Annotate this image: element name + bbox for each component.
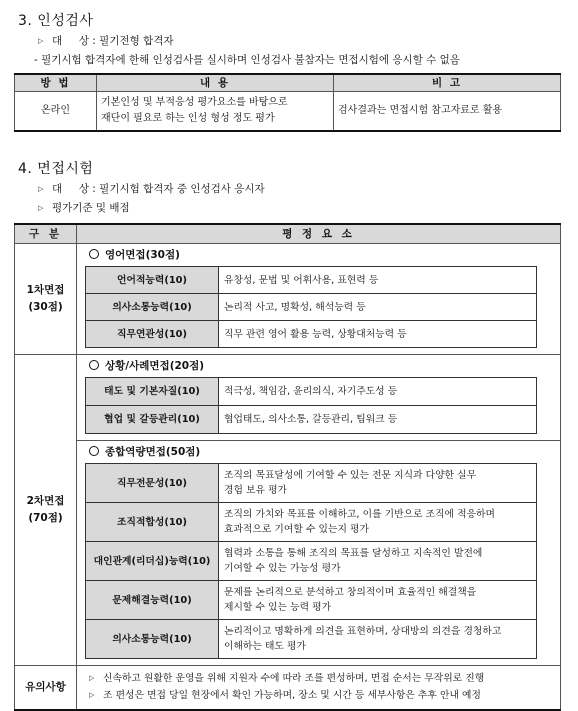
criterion-desc-line-2: 경험 보유 평가: [224, 485, 288, 496]
section-4-target: [38, 181, 564, 196]
section-4-criteria: [38, 200, 564, 215]
triangle-bullet-icon: ▷: [38, 184, 44, 193]
comprehensive-criteria-table: [85, 463, 537, 659]
criterion-name: 언어적능력(10): [86, 267, 219, 294]
content-cell: [97, 91, 334, 131]
criterion-desc: 논리적 사고, 명확성, 해석능력 등: [219, 294, 537, 321]
english-interview-title: [89, 247, 554, 262]
criterion-desc-line-1: 조직의 가치와 목표를 이해하고, 이를 기반으로 조직에 적응하며: [224, 509, 495, 520]
section-4-criteria-text: 평가기준 및 배점: [52, 201, 130, 214]
criterion-desc-line-2: 제시할 수 있는 능력 평가: [224, 602, 332, 613]
criterion-desc: [219, 503, 537, 542]
notes-line-1-text: 신속하고 원활한 운영을 위해 지원자 수에 따라 조를 편성하며, 면접 순서는 무작위로 진행: [103, 673, 485, 684]
round-2-label: [15, 355, 77, 666]
header-method: 방 법: [15, 74, 97, 91]
criterion-desc: [219, 620, 537, 659]
situation-interview-title-text: 상황/사례면접(20점): [105, 360, 205, 372]
header-elements: 평 정 요 소: [77, 224, 561, 244]
section-3-target-text: 대 상 : 필기전형 합격자: [52, 35, 174, 47]
personality-test-table: [14, 73, 561, 132]
circle-bullet-icon: [89, 360, 99, 370]
circle-bullet-icon: [89, 446, 99, 456]
criterion-name: 조직적합성(10): [86, 503, 219, 542]
notes-line-1: [89, 670, 556, 687]
criterion-desc: 적극성, 책임감, 윤리의식, 자기주도성 등: [219, 378, 537, 406]
criterion-name: 의사소통능력(10): [86, 620, 219, 659]
criterion-desc: 직무 관련 영어 활용 능력, 상황대처능력 등: [219, 321, 537, 348]
comprehensive-interview-title: [89, 444, 554, 459]
criterion-desc-line-1: 논리적이고 명확하게 의견을 표현하며, 상대방의 의견을 경청하고: [224, 626, 502, 637]
comprehensive-interview-block: [77, 441, 560, 665]
criterion-desc-line-1: 협력과 소통을 통해 조직의 목표를 달성하고 지속적인 발전에: [224, 548, 483, 559]
situation-interview-title: [89, 358, 554, 373]
english-interview-title-text: 영어면접(30점): [105, 249, 180, 261]
notes-body: [77, 666, 561, 710]
notes-line-2: [89, 687, 556, 704]
section-3-title: 3. 인성검사: [18, 13, 94, 29]
criterion-desc: [219, 542, 537, 581]
criterion-name: 의사소통능력(10): [86, 294, 219, 321]
round-1-body: [77, 244, 561, 355]
content-line-1: 기본인성 및 부적응성 평가요소를 바탕으로: [101, 96, 288, 108]
criterion-desc: 협업태도, 의사소통, 갈등관리, 팀워크 등: [219, 406, 537, 434]
situation-criteria-table: [85, 377, 537, 434]
criterion-name: 문제해결능력(10): [86, 581, 219, 620]
interview-table: [14, 223, 561, 711]
criterion-name: 직무전문성(10): [86, 464, 219, 503]
round-1-label: [15, 244, 77, 355]
comprehensive-interview-title-text: 종합역량면접(50점): [105, 446, 201, 458]
round-2-name: 2차면접: [26, 495, 65, 507]
round-1-name: 1차면접: [26, 284, 65, 296]
header-category: 구 분: [15, 224, 77, 244]
criterion-name: 협업 및 갈등관리(10): [86, 406, 219, 434]
content-line-2: 재단이 필요로 하는 인성 형성 정도 평가: [101, 112, 275, 124]
criterion-desc: 유창성, 문법 및 어휘사용, 표현력 등: [219, 267, 537, 294]
criterion-name: 태도 및 기본자질(10): [86, 378, 219, 406]
section-3-target: [38, 33, 564, 48]
section-4-target-text: 대 상 : 필기시험 합격자 중 인성검사 응시자: [52, 182, 265, 195]
criterion-desc: [219, 464, 537, 503]
criterion-name: 대인관계(리더십)능력(10): [86, 542, 219, 581]
notes-line-2-text: 조 편성은 면접 당일 현장에서 확인 가능하며, 장소 및 시간 등 세부사항은 추후 안내 예정: [103, 690, 481, 701]
circle-bullet-icon: [89, 249, 99, 259]
round-2-score: (70점): [28, 512, 63, 524]
remark-cell: 검사결과는 면접시험 참고자료로 활용: [334, 91, 561, 131]
triangle-bullet-icon: ▷: [38, 203, 44, 212]
criterion-desc-line-2: 효과적으로 기여할 수 있는지 평가: [224, 524, 369, 535]
criterion-desc-line-1: 조직의 목표달성에 기여할 수 있는 전문 지식과 다양한 실무: [224, 470, 477, 481]
round-1-score: (30점): [28, 301, 63, 313]
notes-label: 유의사항: [15, 666, 77, 710]
criterion-desc-line-2: 기여할 수 있는 가능성 평가: [224, 563, 341, 574]
situation-interview-block: [77, 355, 560, 441]
english-criteria-table: [85, 266, 537, 348]
criterion-name: 직무연관성(10): [86, 321, 219, 348]
section-3-note: - 필기시험 합격자에 한해 인성검사를 실시하며 인성검사 불참자는 면접시험에 응시할 수 없음: [34, 54, 460, 66]
criterion-desc: [219, 581, 537, 620]
header-remark: 비 고: [334, 74, 561, 91]
header-content: 내 용: [97, 74, 334, 91]
criterion-desc-line-1: 문제를 논리적으로 분석하고 창의적이며 효율적인 해결책을: [224, 587, 477, 598]
section-4-title: 4. 면접시험: [18, 160, 94, 177]
triangle-bullet-icon: ▷: [89, 674, 95, 682]
round-2-body: [77, 355, 561, 666]
triangle-bullet-icon: ▷: [38, 37, 44, 45]
triangle-bullet-icon: ▷: [89, 691, 95, 699]
method-cell: 온라인: [15, 91, 97, 131]
criterion-desc-line-2: 이해하는 태도 평가: [224, 641, 306, 652]
